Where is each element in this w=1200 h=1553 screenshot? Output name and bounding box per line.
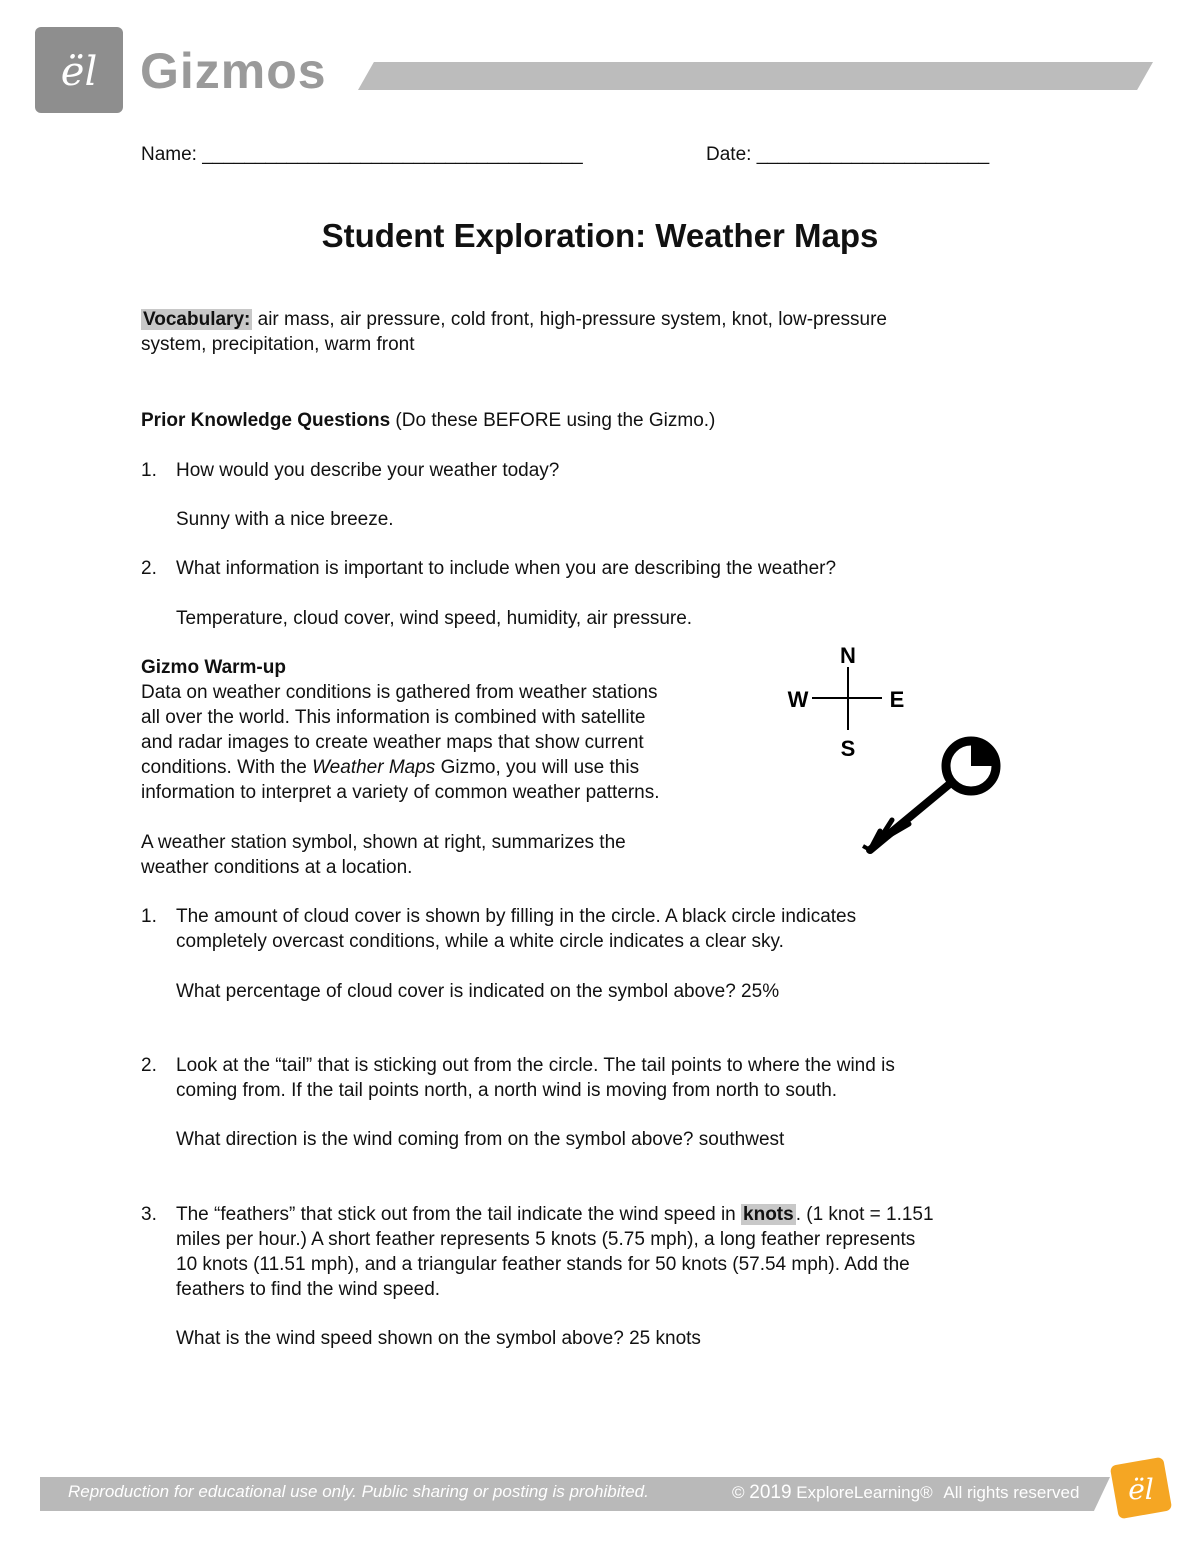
page-title: Student Exploration: Weather Maps [321,217,879,254]
warmup-q1-line1: The amount of cloud cover is shown by filling in the circle. A black circle indicates [176,906,857,927]
prior-heading-text: Prior Knowledge Questions [141,410,391,431]
warmup-q3-line4: feathers to find the wind speed. [176,1279,441,1300]
warmup-p1-line4b: Gizmo, you will use this [435,757,640,778]
prior-q2-text: What information is important to include when you are describing the weather? [176,558,837,579]
name-field[interactable]: Name: ____________________________________ [141,144,583,165]
warmup-p1-line2: all over the world. This information is combined with satellite [141,707,646,728]
warmup-p1-line4a: conditions. With the [141,757,313,778]
station-model-icon [863,741,996,850]
prior-q1-answer[interactable]: Sunny with a nice breeze. [176,509,394,530]
vocabulary-label: Vocabulary: [143,309,251,330]
compass-north: N [840,643,856,668]
vocabulary-terms-line1: air mass, air pressure, cold front, high-pressure system, knot, low-pressure [252,309,887,330]
copyright-symbol: © [732,1483,745,1502]
warmup-q3-prompt[interactable]: What is the wind speed shown on the symbol above? 25 knots [176,1328,701,1349]
prior-knowledge-heading [141,408,715,433]
vocabulary-terms-line2: system, precipitation, warm front [141,334,415,355]
knots-term: knots [743,1204,794,1225]
warmup-q3-text [176,1202,1026,1302]
svg-text:ël: ël [60,49,98,95]
warmup-q1-line2: completely overcast conditions, while a white circle indicates a clear sky. [176,931,784,952]
brand-name: Gizmos [140,43,327,99]
warmup-q2-line1: Look at the “tail” that is sticking out from the circle. The tail points to where the wind is [176,1055,895,1076]
warmup-paragraph-2 [141,830,761,880]
footer-copyright [732,1482,1079,1504]
warmup-q1-number: 1. [141,906,157,927]
explorelearning-footer-logo-icon [1108,1455,1174,1521]
svg-text:ël: ël [1128,1473,1154,1506]
warmup-q3-line2: miles per hour.) A short feather represents 5 knots (5.75 mph), a long feather represents [176,1229,916,1250]
weather-station-figure [770,630,1030,870]
warmup-q3-number: 3. [141,1204,157,1225]
warmup-p1-line1: Data on weather conditions is gathered from weather stations [141,682,658,703]
prior-q2-answer[interactable]: Temperature, cloud cover, wind speed, humidity, air pressure. [176,608,693,629]
warmup-q3-line3: 10 knots (11.51 mph), and a triangular feather stands for 50 knots (57.54 mph). Add the [176,1254,910,1275]
copyright-rights: All rights reserved [943,1483,1080,1502]
compass-south: S [840,736,856,761]
prior-q1-number: 1. [141,460,157,481]
warmup-paragraph-1 [141,680,761,805]
prior-heading-note: (Do these BEFORE using the Gizmo.) [390,410,716,431]
warmup-q1-text [176,904,1026,954]
copyright-company: ExploreLearning® [796,1483,933,1502]
warmup-q1-prompt[interactable]: What percentage of cloud cover is indicated on the symbol above? 25% [176,981,780,1002]
warmup-p1-line3: and radar images to create weather maps that show current [141,732,644,753]
explorelearning-logo-icon [35,27,123,113]
prior-q1-text: How would you describe your weather today? [176,460,560,481]
copyright-year: 2019 [749,1482,792,1503]
header-bar [358,62,1153,90]
vocabulary-block [141,307,1011,357]
compass-east: E [889,687,905,712]
footer-notice: Reproduction for educational use only. Public sharing or posting is prohibited. [68,1482,649,1501]
warmup-q3-line1a: The “feathers” that stick out from the tail indicate the wind speed in [176,1204,742,1225]
warmup-p1-line5: information to interpret a variety of common weather patterns. [141,782,660,803]
prior-q2-number: 2. [141,558,157,579]
gizmo-name-italic: Weather Maps [312,757,436,778]
warmup-q2-number: 2. [141,1055,157,1076]
compass-rose-icon [788,643,905,761]
date-field[interactable]: Date: ______________________ [706,144,990,165]
warmup-q3-line1b: . (1 knot = 1.151 [795,1204,934,1225]
compass-west: W [787,687,809,712]
warmup-q2-line2: coming from. If the tail points north, a north wind is moving from north to south. [176,1080,838,1101]
warmup-q2-text [176,1053,1026,1103]
warmup-q2-prompt[interactable]: What direction is the wind coming from on the symbol above? southwest [176,1129,785,1150]
warmup-p2-line2: weather conditions at a location. [141,857,413,878]
warmup-heading: Gizmo Warm-up [141,657,286,678]
gizmos-logo [35,27,123,113]
warmup-p2-line1: A weather station symbol, shown at right, summarizes the [141,832,626,853]
